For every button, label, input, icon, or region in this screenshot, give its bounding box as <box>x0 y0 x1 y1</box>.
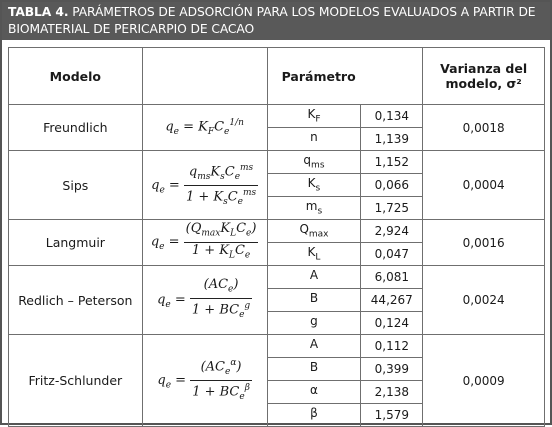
param-value: 2,924 <box>361 220 423 243</box>
model-variance: 0,0018 <box>423 105 545 151</box>
param-value: 0,112 <box>361 335 423 358</box>
param-symbol-sub: ms <box>311 160 325 171</box>
equation-redlich-peterson: $q_e$ = $\frac{(AC_e)}{1 + BC_e^g}$ <box>142 266 267 335</box>
param-symbol-sub: L <box>315 252 321 263</box>
param-symbol <box>267 105 361 128</box>
param-symbol-text: Q <box>299 222 309 237</box>
model-name: Sips <box>9 151 143 220</box>
param-symbol-sub: F <box>315 114 321 125</box>
header-modelo: Modelo <box>9 48 143 105</box>
equation-sips: $q_e$ = $\frac{q_{ms}K_sC_e^{ms}}{1 + K_sC_e^{ms}}$ <box>142 151 267 220</box>
param-symbol-sub: s <box>317 206 323 217</box>
param-symbol-text: g <box>310 314 318 329</box>
param-symbol-text: q <box>303 153 312 168</box>
table-row <box>9 335 545 358</box>
header-row <box>9 48 545 105</box>
param-symbol-text: B <box>309 360 319 375</box>
param-symbol <box>267 243 361 266</box>
param-value: 44,267 <box>361 289 423 312</box>
table-row <box>9 151 545 174</box>
header-varianza-line1: Varianza del <box>440 61 528 76</box>
equation-langmuir: $q_e$ = $\frac{(Q_{max}K_LC_e)}{1 + K_LC_e}$ <box>142 220 267 266</box>
param-value: 1,152 <box>361 151 423 174</box>
header-equation <box>142 48 267 105</box>
param-symbol <box>267 197 361 220</box>
param-symbol <box>267 381 361 404</box>
param-value: 0,066 <box>361 174 423 197</box>
param-symbol <box>267 358 361 381</box>
param-symbol-text: K <box>307 245 316 260</box>
table-row <box>9 105 545 128</box>
model-variance: 0,0024 <box>423 266 545 335</box>
param-value: 1,139 <box>361 128 423 151</box>
param-symbol-text: B <box>309 291 319 306</box>
param-symbol-text: β <box>310 406 318 421</box>
param-symbol <box>267 128 361 151</box>
table-row <box>9 266 545 289</box>
equation-freundlich: $q_e = K_FC_e^{1/n}$ <box>142 105 267 151</box>
header-varianza-line2: modelo, σ² <box>445 76 522 91</box>
param-symbol-text: K <box>307 107 316 122</box>
header-parametro: Parámetro <box>267 48 423 105</box>
model-variance: 0,0009 <box>423 335 545 427</box>
param-symbol <box>267 404 361 427</box>
param-symbol-text: A <box>309 268 319 283</box>
model-name: Freundlich <box>9 105 143 151</box>
param-value: 0,124 <box>361 312 423 335</box>
param-value: 6,081 <box>361 266 423 289</box>
param-symbol-sub: max <box>308 229 329 240</box>
model-name: Fritz-Schlunder <box>9 335 143 427</box>
model-name: Redlich – Peterson <box>9 266 143 335</box>
param-value: 1,725 <box>361 197 423 220</box>
model-variance: 0,0004 <box>423 151 545 220</box>
param-symbol <box>267 174 361 197</box>
model-name: Langmuir <box>9 220 143 266</box>
param-symbol-text: n <box>310 130 318 145</box>
param-symbol <box>267 312 361 335</box>
param-symbol-text: A <box>309 337 319 352</box>
param-value: 0,134 <box>361 105 423 128</box>
table-row <box>9 220 545 243</box>
model-variance: 0,0016 <box>423 220 545 266</box>
param-symbol <box>267 266 361 289</box>
equation-fritz-schlunder: $q_e$ = $\frac{(AC_e^\alpha)}{1 + BC_e^\beta}$ <box>142 335 267 427</box>
param-value: 2,138 <box>361 381 423 404</box>
param-value: 1,579 <box>361 404 423 427</box>
param-symbol-text: m <box>305 199 318 214</box>
param-symbol <box>267 289 361 312</box>
param-symbol-text: α <box>310 383 318 398</box>
param-symbol-text: K <box>307 176 316 191</box>
header-varianza <box>423 48 545 105</box>
caption-label: TABLA 4. <box>8 5 69 19</box>
param-value: 0,399 <box>361 358 423 381</box>
param-symbol <box>267 220 361 243</box>
param-symbol-sub: s <box>315 183 321 194</box>
param-symbol <box>267 335 361 358</box>
table-caption <box>2 2 550 40</box>
adsorption-table <box>8 47 545 427</box>
param-value: 0,047 <box>361 243 423 266</box>
caption-text: PARÁMETROS DE ADSORCIÓN PARA LOS MODELOS EVALUADOS A PARTIR DE BIOMATERIAL DE PERICARPIO DE CACAO <box>8 5 536 36</box>
param-symbol <box>267 151 361 174</box>
